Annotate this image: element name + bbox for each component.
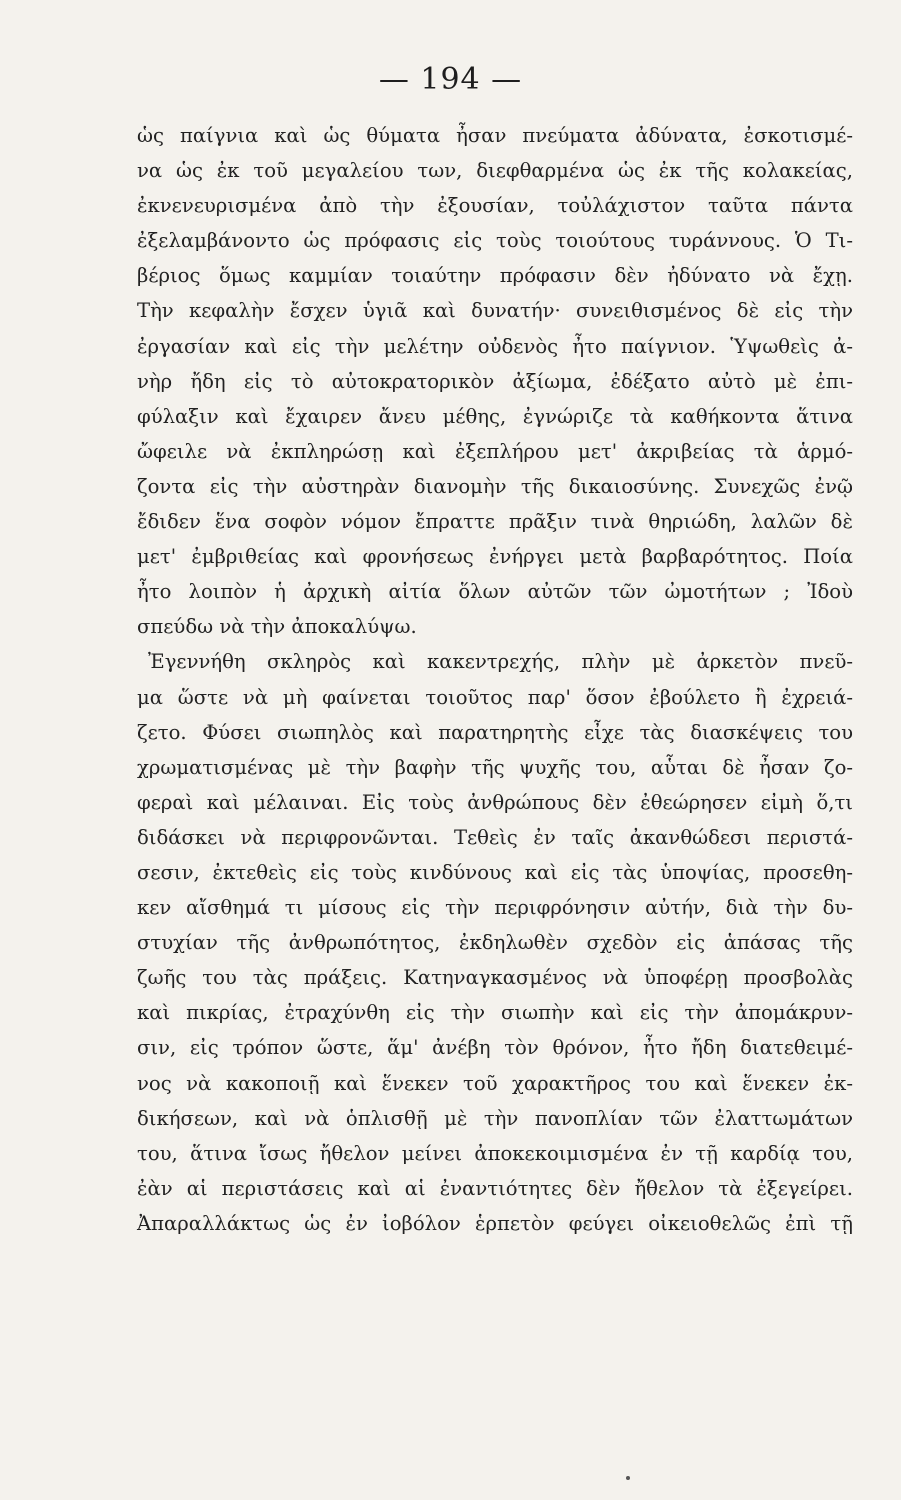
text-line: ὡς παίγνια καὶ ὡς θύματα ἦσαν πνεύματα ἀδύνατα, ἐσκοτισμέ- xyxy=(137,124,853,147)
text-line: κεν αἴσθημά τι μίσους εἰς τὴν περιφρόνησιν αὐτήν, διὰ τὴν δυ- xyxy=(137,896,853,920)
text-line: στυχίαν τῆς ἀνθρωπότητος, ἐκδηλωθὲν σχεδὸν εἰς ἁπάσας τῆς xyxy=(137,931,853,955)
text-line: μετ' ἐμβριθείας καὶ φρονήσεως ἐνήργει μετὰ βαρβαρότητος. Ποία xyxy=(137,545,853,569)
text-line: ἐκνενευρισμένα ἀπὸ τὴν ἐξουσίαν, τοὐλάχιστον ταῦτα πάντα xyxy=(137,194,853,218)
text-line: ζωῆς του τὰς πράξεις. Κατηναγκασμένος νὰ ὑποφέρῃ προσβολὰς xyxy=(137,966,853,990)
text-line: βέριος ὅμως καμμίαν τοιαύτην πρόφασιν δὲν ἠδύνατο νὰ ἔχῃ. xyxy=(137,264,853,288)
text-line: ζετο. Φύσει σιωπηλὸς καὶ παρατηρητὴς εἶχε τὰς διασκέψεις του xyxy=(137,720,853,744)
text-line: ζοντα εἰς τὴν αὐστηρὰν διανομὴν τῆς δικαιοσύνης. Συνεχῶς ἐνῷ xyxy=(137,474,853,498)
text-line: μα ὥστε νὰ μὴ φαίνεται τοιοῦτος παρ' ὅσον ἐβούλετο ἢ ἐχρειά- xyxy=(137,685,853,709)
text-line: σπεύδω νὰ τὴν ἀποκαλύψω. xyxy=(137,615,417,639)
text-line: ἦτο λοιπὸν ἡ ἀρχικὴ αἰτία ὅλων αὐτῶν τῶν ὠμοτήτων ; Ἰδοὺ xyxy=(137,580,853,604)
text-line: καὶ πικρίας, ἐτραχύνθη εἰς τὴν σιωπὴν καὶ εἰς τὴν ἀπομάκρυν- xyxy=(137,1001,853,1025)
text-line: δικήσεων, καὶ νὰ ὁπλισθῇ μὲ τὴν πανοπλίαν τῶν ἐλαττωμάτων xyxy=(137,1106,853,1130)
text-line: χρωματισμένας μὲ τὴν βαφὴν τῆς ψυχῆς του, αὗται δὲ ἦσαν ζο- xyxy=(137,755,853,779)
text-line: Τὴν κεφαλὴν ἔσχεν ὑγιᾶ καὶ δυνατήν· συνειθισμένος δὲ εἰς τὴν xyxy=(137,299,853,323)
text-line: διδάσκει νὰ περιφρονῶνται. Τεθεὶς ἐν ταῖς ἀκανθώδεσι περιστά- xyxy=(137,825,853,849)
text-line: ἔδιδεν ἕνα σοφὸν νόμον ἔπραττε πρᾶξιν τινὰ θηριώδη, λαλῶν δὲ xyxy=(137,510,853,534)
text-line: φύλαξιν καὶ ἔχαιρεν ἄνευ μέθης, ἐγνώριζε τὰ καθήκοντα ἅτινα xyxy=(137,404,853,428)
page-number: — 194 — xyxy=(378,62,523,97)
paragraph-start-line: Ἐγεννήθη σκληρὸς καὶ κακεντρεχής, πλὴν μὲ ἀρκετὸν πνεῦ- xyxy=(148,650,853,674)
text-line: να ὡς ἐκ τοῦ μεγαλείου των, διεφθαρμένα ὡς ἐκ τῆς κολακείας, xyxy=(137,159,853,183)
text-line: ἐξελαμβάνοντο ὡς πρόφασις εἰς τοὺς τοιούτους τυράννους. Ὁ Τι- xyxy=(137,229,853,253)
text-line: νος νὰ κακοποιῇ καὶ ἕνεκεν τοῦ χαρακτῆρος του καὶ ἕνεκεν ἐκ- xyxy=(137,1071,853,1095)
text-line: νὴρ ἤδη εἰς τὸ αὐτοκρατορικὸν ἀξίωμα, ἐδέξατο αὐτὸ μὲ ἐπι- xyxy=(137,369,853,393)
text-line: του, ἅτινα ἴσως ἤθελον μείνει ἀποκεκοιμισμένα ἐν τῇ καρδίᾳ του, xyxy=(137,1141,853,1165)
text-line: σιν, εἰς τρόπον ὥστε, ἅμ' ἀνέβη τὸν θρόνον, ἦτο ἤδη διατεθειμέ- xyxy=(137,1036,853,1060)
text-line: Ἀπαραλλάκτως ὡς ἐν ἰοβόλον ἑρπετὸν φεύγει οἰκειοθελῶς ἐπὶ τῇ xyxy=(137,1211,853,1235)
text-line: ἐὰν αἱ περιστάσεις καὶ αἱ ἐναντιότητες δὲν ἤθελον τὰ ἐξεγείρει. xyxy=(137,1176,853,1200)
paper-speck xyxy=(626,1476,630,1480)
body-text xyxy=(137,118,853,1241)
text-line: ὤφειλε νὰ ἐκπληρώσῃ καὶ ἐξεπλήρου μετ' ἀκριβείας τὰ ἁρμό- xyxy=(137,439,853,463)
text-line: σεσιν, ἐκτεθεὶς εἰς τοὺς κινδύνους καὶ εἰς τὰς ὑποψίας, προσεθη- xyxy=(137,860,853,884)
text-line: ἐργασίαν καὶ εἰς τὴν μελέτην οὐδενὸς ἦτο παίγνιον. Ὑψωθεὶς ἀ- xyxy=(137,334,853,358)
text-line: φεραὶ καὶ μέλαιναι. Εἰς τοὺς ἀνθρώπους δὲν ἐθεώρησεν εἰμὴ ὅ,τι xyxy=(137,790,853,814)
